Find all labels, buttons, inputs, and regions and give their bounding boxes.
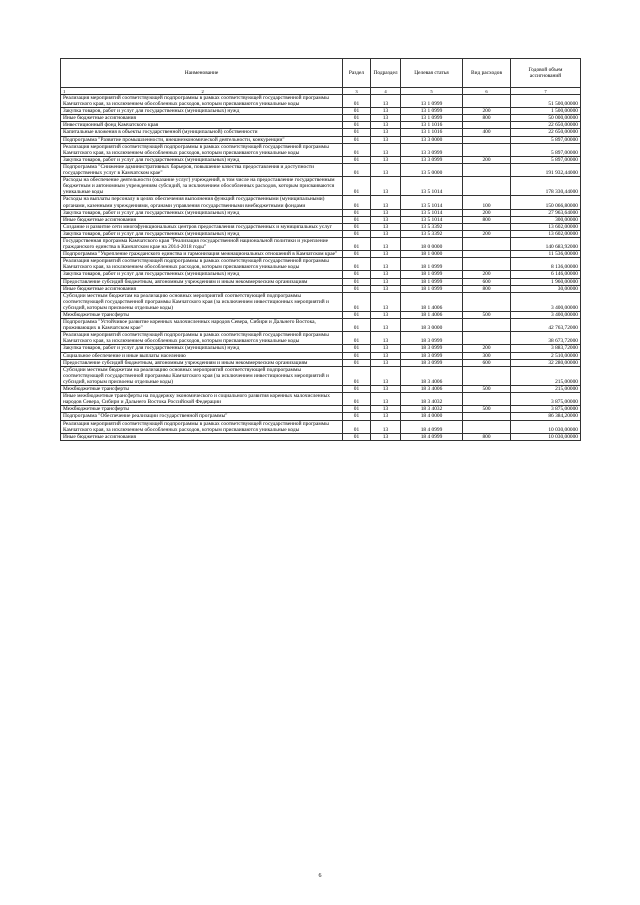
row-section: 01: [343, 251, 371, 258]
row-section: 01: [343, 230, 371, 237]
row-target-article: 18 1 0999: [401, 271, 463, 278]
row-target-article: 13 5 0000: [401, 163, 463, 176]
row-amount: 38 673,72000: [511, 332, 581, 345]
row-expense-type: [463, 420, 511, 433]
header-section: Раздел: [343, 59, 371, 88]
row-name: Закупка товаров, работ и услуг для государственных (муниципальных) нужд: [61, 345, 343, 352]
row-name: Реализация мероприятий соответствующей подпрограммы в рамках соответствующей государственной программы Камчатского края, за исключением обособленных расходов, которым присваиваются уникальные коды: [61, 143, 343, 156]
header-amount: Годовой объем ассигнований: [511, 59, 581, 88]
table-row: [61, 413, 581, 420]
table-row: [61, 108, 581, 115]
column-number-7: 7: [511, 88, 581, 95]
row-section: 01: [343, 216, 371, 223]
row-name: Субсидии местным бюджетам на реализацию основных мероприятий соответствующей подпрограммы соответствующей государственной программы Камчатского края (за исключением инвестиционных мероприятий и субсидий, которым присвоены отдельные коды): [61, 366, 343, 385]
row-amount: 5 897,00000: [511, 136, 581, 143]
row-target-article: 18 0 0000: [401, 237, 463, 250]
row-subsection: 13: [371, 386, 401, 393]
row-amount: 5 897,00000: [511, 143, 581, 156]
row-section: 01: [343, 352, 371, 359]
row-name: Закупка товаров, работ и услуг для государственных (муниципальных) нужд: [61, 230, 343, 237]
budget-table: [60, 58, 581, 441]
row-amount: 42 763,72000: [511, 319, 581, 332]
row-section: 01: [343, 95, 371, 108]
row-expense-type: [463, 237, 511, 250]
row-amount: 27 963,64000: [511, 209, 581, 216]
row-section: 01: [343, 163, 371, 176]
row-amount: 32 280,00000: [511, 359, 581, 366]
row-subsection: 13: [371, 292, 401, 311]
row-expense-type: 800: [463, 433, 511, 440]
row-amount: 3 400,00000: [511, 292, 581, 311]
row-subsection: 13: [371, 285, 401, 292]
row-section: 01: [343, 433, 371, 440]
row-section: 01: [343, 312, 371, 319]
row-amount: 30,00000: [511, 285, 581, 292]
row-section: 01: [343, 136, 371, 143]
table-row: [61, 258, 581, 271]
row-name: Расходы на выплаты персоналу в целях обеспечения выполнения функций государственными (муниципальными) органами, казенными учреждениями, органами управления государственными внебюджетными фондами: [61, 196, 343, 209]
row-name: Подпрограмма "Обеспечение реализации государственной программы": [61, 413, 343, 420]
row-amount: 215,00000: [511, 366, 581, 385]
row-subsection: 13: [371, 393, 401, 406]
table-row: [61, 271, 581, 278]
table-row: [61, 223, 581, 230]
table-row: [61, 332, 581, 345]
row-expense-type: [463, 292, 511, 311]
row-amount: 13 602,00000: [511, 223, 581, 230]
row-target-article: 18 3 0999: [401, 352, 463, 359]
row-name: Реализация мероприятий соответствующей подпрограммы в рамках соответствующей государственной программы Камчатского края, за исключением обособленных расходов, которым присваиваются уникальные коды: [61, 95, 343, 108]
column-number-4: 4: [371, 88, 401, 95]
row-section: 01: [343, 420, 371, 433]
table-row: [61, 122, 581, 129]
table-row: [61, 352, 581, 359]
row-amount: 3 883,72000: [511, 345, 581, 352]
column-number-6: 6: [463, 88, 511, 95]
row-amount: 10 030,00000: [511, 420, 581, 433]
row-section: 01: [343, 319, 371, 332]
row-amount: 2 510,00000: [511, 352, 581, 359]
row-subsection: 13: [371, 271, 401, 278]
row-amount: 10 030,00000: [511, 433, 581, 440]
row-amount: 6 146,00000: [511, 271, 581, 278]
row-section: 01: [343, 129, 371, 136]
table-row: [61, 196, 581, 209]
row-amount: 3 875,00000: [511, 393, 581, 406]
row-amount: 191 932,44000: [511, 163, 581, 176]
row-amount: 1 500,00000: [511, 108, 581, 115]
row-target-article: 18 3 4006: [401, 366, 463, 385]
row-subsection: 13: [371, 433, 401, 440]
row-expense-type: 800: [463, 115, 511, 122]
row-amount: 3 875,00000: [511, 406, 581, 413]
row-target-article: 13 3 0999: [401, 156, 463, 163]
row-name: Государственная программа Камчатского края "Реализация государственной национальной политики и укрепление гражданского единства в Камчатском крае на 2014-2018 годы": [61, 237, 343, 250]
row-expense-type: [463, 258, 511, 271]
row-expense-type: 200: [463, 108, 511, 115]
row-expense-type: [463, 136, 511, 143]
row-name: Реализация мероприятий соответствующей подпрограммы в рамках соответствующей государственной программы Камчатского края, за исключением обособленных расходов, которым присваиваются уникальные коды: [61, 258, 343, 271]
row-expense-type: [463, 332, 511, 345]
row-subsection: 13: [371, 136, 401, 143]
row-expense-type: [463, 122, 511, 129]
row-target-article: 18 3 0000: [401, 319, 463, 332]
row-expense-type: [463, 413, 511, 420]
row-subsection: 13: [371, 196, 401, 209]
row-name: Подпрограмма "Укрепление гражданского единства и гармонизация межнациональных отношений в Камчатском крае": [61, 251, 343, 258]
row-subsection: 13: [371, 209, 401, 216]
row-section: 01: [343, 406, 371, 413]
table-header: [61, 59, 581, 95]
table-body: [61, 95, 581, 441]
row-expense-type: [463, 319, 511, 332]
row-expense-type: [463, 251, 511, 258]
row-section: 01: [343, 285, 371, 292]
row-amount: 1 960,00000: [511, 278, 581, 285]
row-expense-type: 800: [463, 216, 511, 223]
row-expense-type: 600: [463, 278, 511, 285]
row-target-article: 18 3 4006: [401, 386, 463, 393]
row-section: 01: [343, 359, 371, 366]
row-target-article: 18 1 4006: [401, 312, 463, 319]
row-amount: 13 602,00000: [511, 230, 581, 237]
row-subsection: 13: [371, 122, 401, 129]
table-row: [61, 393, 581, 406]
table-row: [61, 136, 581, 143]
row-amount: 140 683,92000: [511, 237, 581, 250]
row-subsection: 13: [371, 108, 401, 115]
row-name: Социальное обеспечение и иные выплаты населению: [61, 352, 343, 359]
row-subsection: 13: [371, 115, 401, 122]
table-row: [61, 230, 581, 237]
header-expense-type: Вид расходов: [463, 59, 511, 88]
row-target-article: 13 5 1014: [401, 209, 463, 216]
table-row: [61, 95, 581, 108]
table-row: [61, 237, 581, 250]
row-section: 01: [343, 278, 371, 285]
table-row: [61, 115, 581, 122]
row-name: Иные межбюджетные трансферты на поддержку экономического и социального развития коренных малочисленных народов Севера, Сибири и Дальнего Востока Российской Федерации: [61, 393, 343, 406]
row-name: Субсидии местным бюджетам на реализацию основных мероприятий соответствующей подпрограммы соответствующей государственной программы Камчатского края (за исключением инвестиционных мероприятий и субсидий, которым присвоены отдельные коды): [61, 292, 343, 311]
row-section: 01: [343, 413, 371, 420]
row-amount: 150 066,80000: [511, 196, 581, 209]
row-subsection: 13: [371, 177, 401, 196]
row-name: Реализация мероприятий соответствующей подпрограммы в рамках соответствующей государственной программы Камчатского края, за исключением обособленных расходов, которым присваиваются уникальные коды: [61, 332, 343, 345]
row-section: 01: [343, 345, 371, 352]
row-expense-type: [463, 177, 511, 196]
row-subsection: 13: [371, 230, 401, 237]
row-subsection: 13: [371, 258, 401, 271]
row-name: Межбюджетные трансферты: [61, 406, 343, 413]
table-row: [61, 285, 581, 292]
row-section: 01: [343, 156, 371, 163]
table-row: [61, 386, 581, 393]
row-subsection: 13: [371, 156, 401, 163]
row-expense-type: 100: [463, 196, 511, 209]
table-row: [61, 292, 581, 311]
row-target-article: 13 1 0999: [401, 95, 463, 108]
row-amount: 22 650,00000: [511, 122, 581, 129]
table-row: [61, 156, 581, 163]
row-subsection: 13: [371, 216, 401, 223]
row-subsection: 13: [371, 413, 401, 420]
row-amount: 5 897,00000: [511, 156, 581, 163]
row-subsection: 13: [371, 345, 401, 352]
row-target-article: 13 5 1014: [401, 177, 463, 196]
row-target-article: 18 4 0000: [401, 413, 463, 420]
table-row: [61, 366, 581, 385]
row-name: Подпрограмма "Устойчивое развитие коренных малочисленных народов Севера, Сибири и Дальнего Востока, проживающих в Камчатском крае": [61, 319, 343, 332]
header-subsection: Подраздел: [371, 59, 401, 88]
row-expense-type: 500: [463, 386, 511, 393]
table-row: [61, 216, 581, 223]
row-name: Реализация мероприятий соответствующей подпрограммы в рамках соответствующей государственной программы Камчатского края, за исключением обособленных расходов, которым присваиваются уникальные коды: [61, 420, 343, 433]
table-row: [61, 177, 581, 196]
row-section: 01: [343, 237, 371, 250]
row-section: 01: [343, 115, 371, 122]
row-expense-type: [463, 223, 511, 230]
header-row: [61, 59, 581, 88]
row-name: Межбюджетные трансферты: [61, 386, 343, 393]
row-target-article: 13 5 1014: [401, 216, 463, 223]
row-section: 01: [343, 223, 371, 230]
table-row: [61, 406, 581, 413]
row-amount: 8 136,00000: [511, 258, 581, 271]
row-expense-type: 500: [463, 312, 511, 319]
row-expense-type: [463, 366, 511, 385]
row-amount: 3 400,00000: [511, 312, 581, 319]
row-amount: 178 330,44000: [511, 177, 581, 196]
row-name: Закупка товаров, работ и услуг для государственных (муниципальных) нужд: [61, 108, 343, 115]
row-name: Подпрограмма "Развитие промышленности, внешнеэкономической деятельности, конкуренции": [61, 136, 343, 143]
row-target-article: 18 1 0000: [401, 251, 463, 258]
column-number: [61, 88, 343, 95]
row-section: 01: [343, 122, 371, 129]
column-number-2: 2: [201, 89, 204, 94]
row-name: Закупка товаров, работ и услуг для государственных (муниципальных) нужд: [61, 209, 343, 216]
row-section: 01: [343, 271, 371, 278]
row-target-article: 13 5 1014: [401, 196, 463, 209]
row-name: Создание и развитие сети многофункциональных центров предоставления государственных и муниципальных услуг: [61, 223, 343, 230]
row-expense-type: 800: [463, 285, 511, 292]
row-section: 01: [343, 209, 371, 216]
table-row: [61, 209, 581, 216]
row-name: Расходы на обеспечение деятельности (оказание услуг) учреждений, в том числе на предоставление государственным бюджетным и автономным учреждениям субсидий, за исключением обособленных расходов, которым присваиваются уникальные коды: [61, 177, 343, 196]
row-target-article: 18 4 0999: [401, 433, 463, 440]
row-target-article: 13 5 3392: [401, 230, 463, 237]
row-expense-type: 200: [463, 271, 511, 278]
row-section: 01: [343, 393, 371, 406]
row-target-article: 18 1 0999: [401, 285, 463, 292]
row-target-article: 18 1 0999: [401, 278, 463, 285]
page-number: 6: [318, 873, 322, 879]
row-subsection: 13: [371, 143, 401, 156]
row-section: 01: [343, 177, 371, 196]
table-row: [61, 312, 581, 319]
row-section: 01: [343, 143, 371, 156]
row-section: 01: [343, 292, 371, 311]
row-target-article: 18 3 0999: [401, 332, 463, 345]
row-target-article: 18 1 4006: [401, 292, 463, 311]
row-subsection: 13: [371, 332, 401, 345]
table-row: [61, 433, 581, 440]
row-subsection: 13: [371, 237, 401, 250]
row-name: Иные бюджетные ассигнования: [61, 433, 343, 440]
row-subsection: 13: [371, 278, 401, 285]
table-row: [61, 345, 581, 352]
row-subsection: 13: [371, 352, 401, 359]
row-name: Иные бюджетные ассигнования: [61, 285, 343, 292]
row-expense-type: 600: [463, 359, 511, 366]
row-name: Межбюджетные трансферты: [61, 312, 343, 319]
table-row: [61, 359, 581, 366]
table-row: [61, 143, 581, 156]
row-target-article: 13 5 3392: [401, 223, 463, 230]
table-row: [61, 319, 581, 332]
row-expense-type: 200: [463, 345, 511, 352]
row-subsection: 13: [371, 163, 401, 176]
row-expense-type: 200: [463, 209, 511, 216]
row-expense-type: 300: [463, 352, 511, 359]
row-subsection: 13: [371, 129, 401, 136]
row-subsection: 13: [371, 319, 401, 332]
row-subsection: 13: [371, 223, 401, 230]
row-section: 01: [343, 332, 371, 345]
table-row: [61, 420, 581, 433]
table-row: [61, 278, 581, 285]
row-section: 01: [343, 386, 371, 393]
row-amount: 11 536,00000: [511, 251, 581, 258]
row-target-article: 18 3 0999: [401, 359, 463, 366]
row-target-article: 13 3 0000: [401, 136, 463, 143]
row-name: Иные бюджетные ассигнования: [61, 115, 343, 122]
row-expense-type: 400: [463, 129, 511, 136]
row-section: 01: [343, 108, 371, 115]
row-target-article: 18 3 4032: [401, 406, 463, 413]
header-name: Наименование: [61, 59, 343, 88]
row-subsection: 13: [371, 95, 401, 108]
row-subsection: 13: [371, 406, 401, 413]
row-amount: 300,00000: [511, 216, 581, 223]
row-target-article: 13 1 1016: [401, 129, 463, 136]
column-number-3: 3: [343, 88, 371, 95]
row-amount: 51 500,00000: [511, 95, 581, 108]
row-target-article: 13 3 0999: [401, 143, 463, 156]
row-expense-type: [463, 143, 511, 156]
column-number-1: 1: [63, 89, 66, 94]
row-expense-type: 200: [463, 230, 511, 237]
row-name: Предоставление субсидий бюджетным, автономным учреждениям и иным некоммерческим организациям: [61, 278, 343, 285]
row-subsection: 13: [371, 366, 401, 385]
row-subsection: 13: [371, 420, 401, 433]
row-name: Закупка товаров, работ и услуг для государственных (муниципальных) нужд: [61, 156, 343, 163]
row-expense-type: 200: [463, 156, 511, 163]
row-section: 01: [343, 366, 371, 385]
row-amount: 215,00000: [511, 386, 581, 393]
row-name: Инвестиционный фонд Камчатского края: [61, 122, 343, 129]
row-section: 01: [343, 196, 371, 209]
row-amount: 86 384,20000: [511, 413, 581, 420]
table-row: [61, 163, 581, 176]
row-name: Предоставление субсидий бюджетным, автономным учреждениям и иным некоммерческим организациям: [61, 359, 343, 366]
column-number-row: [61, 88, 581, 95]
row-expense-type: [463, 95, 511, 108]
row-expense-type: 500: [463, 406, 511, 413]
row-name: Капитальные вложения в объекты государственной (муниципальной) собственности: [61, 129, 343, 136]
row-target-article: 18 3 4032: [401, 393, 463, 406]
row-target-article: 13 1 1016: [401, 122, 463, 129]
row-amount: 22 650,00000: [511, 129, 581, 136]
row-expense-type: [463, 393, 511, 406]
row-amount: 50 000,00000: [511, 115, 581, 122]
table-row: [61, 251, 581, 258]
row-expense-type: [463, 163, 511, 176]
row-target-article: 13 1 0999: [401, 108, 463, 115]
row-subsection: 13: [371, 251, 401, 258]
column-number-5: 5: [401, 88, 463, 95]
row-name: Закупка товаров, работ и услуг для государственных (муниципальных) нужд: [61, 271, 343, 278]
row-subsection: 13: [371, 359, 401, 366]
row-target-article: 18 4 0999: [401, 420, 463, 433]
row-target-article: 18 1 0999: [401, 258, 463, 271]
row-section: 01: [343, 258, 371, 271]
row-name: Иные бюджетные ассигнования: [61, 216, 343, 223]
row-target-article: 18 3 0999: [401, 345, 463, 352]
row-name: Подпрограмма "Снижение административных барьеров, повышение качества предоставления и доступности государственных услуг в Камчатском крае": [61, 163, 343, 176]
row-target-article: 13 1 0999: [401, 115, 463, 122]
header-target-article: Целевая статья: [401, 59, 463, 88]
table-row: [61, 129, 581, 136]
row-subsection: 13: [371, 312, 401, 319]
